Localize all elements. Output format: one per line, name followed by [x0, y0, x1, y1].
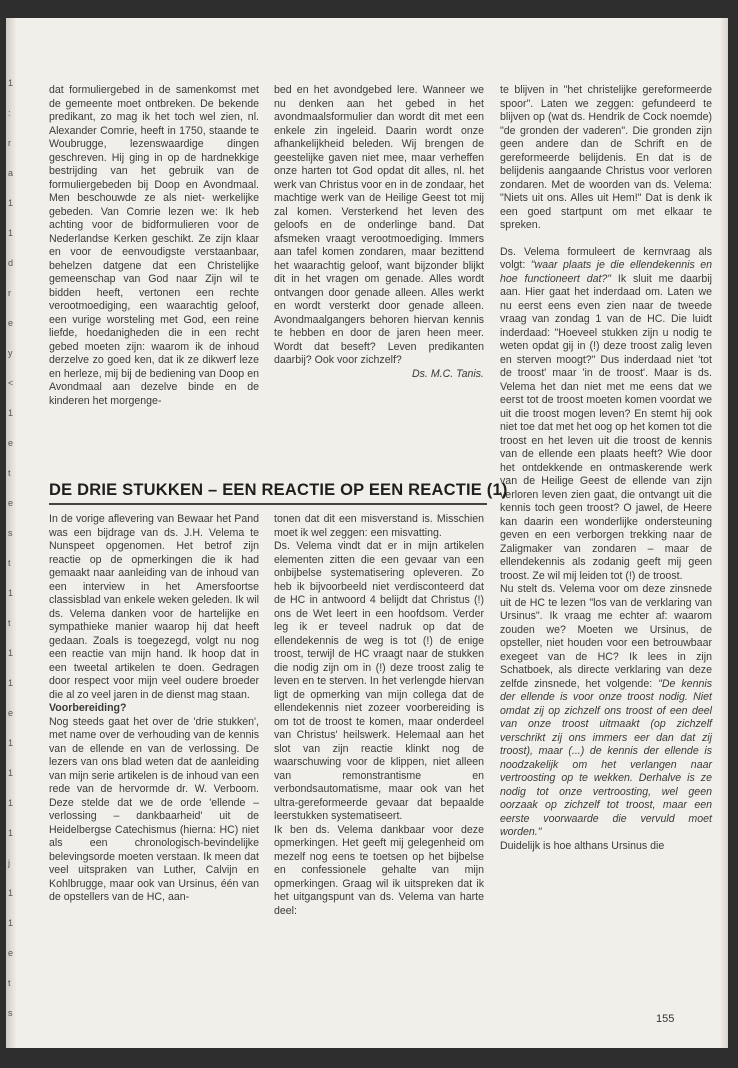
gutter-mark: e: [8, 708, 14, 718]
gutter-mark: a: [8, 168, 14, 178]
right-col-p2-rest: Ik sluit me daarbij aan. Hier gaat het inderdaad om. Laten we nu eerst eens even zien naar de tweede vraag van zondag 1 van de HC. Die luidt inderdaad: "Hoeveel stukken zijn u nodig te weten opdat gij in (!) deze troost zalig leven en sterven moogt?" Dus inderdaad niet 'tot de troost' maar 'in de troost'. Maar is ds. Velema het dan niet met me eens dat we eerst tot de troost moeten komen voordat we uit die troost mogen leven? En stemt hij ook niet toe dat met het oog op het komen tot die troost en het leven uit die troost de kennis van de ellende een plaats heeft? Wie door het ontdekkende en ontmaskerende werk van de Heilige Geest de ellende van zijn verloren leven zien gaat, die ontvangt uit die kennis toch geen troost? O jawel, de Heere kan daarin een wonderlijke ondersteuning geven en een verborgen trekking naar de Zaligmaker van zondaren – maar de ellendekennis als zodanig geeft mij geen troost. Ze wil mij leiden tot (!) de troost.: [500, 272, 712, 582]
right-col-paragraph-4: Duidelijk is hoe althans Ursinus die: [500, 839, 665, 852]
gutter-mark: y: [8, 348, 13, 358]
gutter-mark: 1: [8, 828, 14, 838]
article-title: DE DRIE STUKKEN – EEN REACTIE OP EEN REACTIE (1): [49, 481, 508, 499]
gutter-mark: j: [8, 858, 10, 868]
top-column-2: [274, 84, 484, 381]
gutter-mark: :: [8, 108, 11, 118]
gutter-mark: t: [8, 618, 11, 628]
gutter-mark: r: [8, 138, 11, 148]
gutter-mark: <: [8, 378, 14, 388]
right-col-p2-quote: "waar plaats je die ellendekennis en hoe functioneert dat?": [500, 259, 712, 285]
page-number: 155: [656, 1013, 675, 1025]
magazine-page: [6, 18, 728, 1048]
gutter-mark: 1: [8, 408, 14, 418]
bottom-column-2: [274, 513, 484, 918]
section-subheading: Voorbereiding?: [49, 702, 127, 714]
gutter-mark: s: [8, 528, 13, 538]
right-column: [500, 84, 712, 853]
bottom-col2-paragraph-1: tonen dat dit een misverstand is. Misschien moet ik wel zeggen: een misvatting.: [274, 513, 484, 539]
gutter-mark: t: [8, 468, 11, 478]
author-signature: Ds. M.C. Tanis.: [411, 367, 484, 380]
gutter-mark: t: [8, 978, 11, 988]
right-col-paragraph-3: [500, 583, 712, 840]
bottom-col2-paragraph-3: Ik ben ds. Velema dankbaar voor deze opmerkingen. Het geeft mij gelegenheid om mezelf nog eens te toetsen op het bijbelse en confessionele gehalte van mijn opmerkingen. Graag wil ik uitspreken dat ik het uitgangspunt van ds. Velema van harte deel:: [274, 823, 484, 917]
gutter-mark: d: [8, 258, 14, 268]
right-col-p3-quote: "De kennis der ellende is voor onze troost nodig. Niet omdat zij op zichzelf ons troost of een deel van onze troost uitmaakt (op zichzelf verschrikt zij ons immers eer dan dat zij troost), maar (...) de kennis der ellende is noodzakelijk om het verlangen naar vertroosting op te wekken. Derhalve is ze nodig tot onze vertroosting, wel geen oorzaak op zichzelf tot troost, maar een eerste voorwaarde die vervuld moet worden.": [500, 677, 713, 838]
bottom-col1-paragraph-1: In de vorige aflevering van Bewaar het Pand was een bijdrage van ds. J.H. Velema te Nunspeet opgenomen. Het betrof zijn reactie op de opmerkingen die ik had gemaakt naar aanleiding van de inhoud van een interview in het Amersfoortse classisblad van enkele weken geleden. Ik wil ds. Velema danken voor de hartelijke en sympathieke manier waarop hij dat heeft gedaan. Zoals is toegezegd, volgt nu nog een reactie van mijn hand. Ik hoop dat in een tweetal artikelen te doen. Gedragen door respect voor mijn veel oudere broeder die al zo veel jaren in de dienst mag staan.: [49, 513, 259, 701]
bottom-col1-paragraph-2: Nog steeds gaat het over de 'drie stukken', met name over de verhouding van de kennis van de ellende en van de verlossing. De lezers van ons blad weten dat de aanleiding van mijn serie artikelen is de inhoud van een rede van de hervormde dr. W. Verboom. Deze stelde dat we de orde 'ellende – verlossing – dankbaarheid' uit de Heidelbergse Catechismus (hierna: HC) niet als een chronologisch-bevindelijke belevingsorde moeten verstaan. Ik meen dat veel uitspraken van Luther, Calvijn en Kohlbrugge, maar ook van Ursinus, één van de opstellers van de HC, aan-: [49, 715, 259, 903]
page-fold-shadow: [720, 18, 728, 1048]
right-col-paragraph-1: te blijven in "het christelijke gereformeerde spoor". Laten we zeggen: gefundeerd te blijven op (wat ds. Hendrik de Cock noemde) "de gronden der vaderen". Die gronden zijn geen andere dan de Schrift en de gereformeerde belijdenis. En dat is de belijdenis aangaande Christus voor verloren zondaren. Met de woorden van ds. Velema: "Niets uit ons. Alles uit Hem!" Dat is denk ik een goed startpunt om met elkaar te spreken.: [500, 84, 712, 231]
gutter-mark: 1: [8, 588, 14, 598]
gutter-mark: 1: [8, 648, 14, 658]
gutter-mark: r: [8, 288, 11, 298]
bottom-col2-paragraph-2: Ds. Velema vindt dat er in mijn artikelen elementen zitten die een gevaar van een onbijbelse systematisering opleveren. Zo heb ik bijvoorbeeld niet verdisconteerd dat de HC in antwoord 4 belijdt dat Christus (!) ons de Wet leert in een hoofdsom. Verder leg ik er teveel nadruk op dat de ellendekennis de weg is tot (!) de enige troost, terwijl de HC vraagt naar de stukken die nodig zijn om in (!) deze troost zalig te leven en te sterven. In het verlengde hiervan ligt de opmerking van mijn collega dat de ellendekennis niet zozeer voorbereiding is om tot de troost te komen, maar onderdeel van Christus' heilswerk. Helemaal aan het slot van zijn reactie klinkt nog de waarschuwing voor de klippen, niet alleen van remonstrantisme en verbondsautomatisme, maar ook van het ultra-gereformeerde gevaar dat bepaalde leerstukken systematiseert.: [274, 540, 484, 822]
title-rule: [49, 503, 487, 505]
gutter-mark: 1: [8, 888, 14, 898]
top-col1-paragraph: dat formuliergebed in de samenkomst met de gemeente moet ontbreken. De bekende predikant, zo mag ik het toch wel zien, nl. Alexander Comrie, heeft in 1750, staande te Woubrugge, lezenswaardige dingen geschreven. Hij ging in op de hardnekkige bestrijding van het gebruik van de formuliergebeden bij Doop en Avondmaal. Men beschouwde ze als niet- werkelijke gebeden. Van Comrie lezen we: Ik heb achting voor de bidformulieren voor de Nederlandse Kerken geschikt. Ze zijn klaar en voor de eenvoudigste verstaanbaar, behelzen datgene dat een Christelijke gemeenschap van God naar Zijn wil te bidden heeft, vertonen een rechte verootmoediging, een waarachtig geloof, een vurige worsteling met God, een reine liefde, hoedanigheden die in een recht gebed moeten zijn: waarom ik de inhoud derzelve zo goed ken, dat ik ze dikwerf leze en herleze, mij bij de bediening van Doop en Avondmaal aan dezelve binde en de kinderen het morgenge-: [49, 84, 259, 407]
gutter-mark: 1: [8, 678, 14, 688]
top-col2-paragraph: bed en het avondgebed lere. Wanneer we nu denken aan het gebed in het avondmaalsformulier dan wordt dit met een enkele zin ingeleid. Daarin wordt onze afhankelijkheid beleden. Wij brengen de geestelijke gaven niet mee, maar verheffen onze harten tot God opdat dit alles, nl. het werk van Christus voor en in de zondaar, het machtige werk van de Heilige Geest tot mij zal komen. Versterkend het leven des geloofs en de onderlinge band. Dat afsmeken vraagt verootmoediging. Immers aan tafel komen zondaren, maar bezittend het waarachtig geloof, want bijzonder blijkt dit in het vragen om genade. Alles wordt ontvangen door genade alleen. Alles werkt en wordt versterkt door genade alleen. Avondmaalgangers behoren hiervan kennis te hebben en door de jaren heen meer. Wordt dat beseft? Leven predikanten daarbij? Ook voor zichzelf?: [274, 84, 484, 366]
gutter-mark: 1: [8, 198, 14, 208]
gutter-mark: 1: [8, 228, 14, 238]
gutter-mark: s: [8, 1008, 13, 1018]
left-gutter: [6, 18, 16, 1048]
right-col-p3-start: Nu stelt ds. Velema voor om deze zinsnede uit de HC te lezen "los van de verklaring van Ursinus". Ik vraag me echter af: waarom zouden we? Moeten we Ursinus, de opsteller, niet houden voor een betrouwbaar exegeet van de HC? Ik lees in zijn Schatboek, als directe verklaring van deze zelfde zinsnede, het volgende:: [500, 583, 712, 690]
gutter-mark: 1: [8, 768, 14, 778]
gutter-mark: e: [8, 438, 14, 448]
top-column-1: [49, 84, 259, 408]
gutter-mark: 1: [8, 738, 14, 748]
gutter-mark: 1: [8, 78, 14, 88]
bottom-column-1: [49, 513, 259, 905]
right-col-paragraph-2: [500, 246, 712, 584]
gutter-mark: t: [8, 558, 11, 568]
gutter-mark: 1: [8, 798, 14, 808]
right-col-p2-start: Ds. Velema formuleert de kernvraag als volgt:: [500, 245, 712, 271]
gutter-mark: e: [8, 948, 14, 958]
gutter-mark: e: [8, 318, 14, 328]
gutter-mark: e: [8, 498, 14, 508]
gutter-mark: 1: [8, 918, 14, 928]
